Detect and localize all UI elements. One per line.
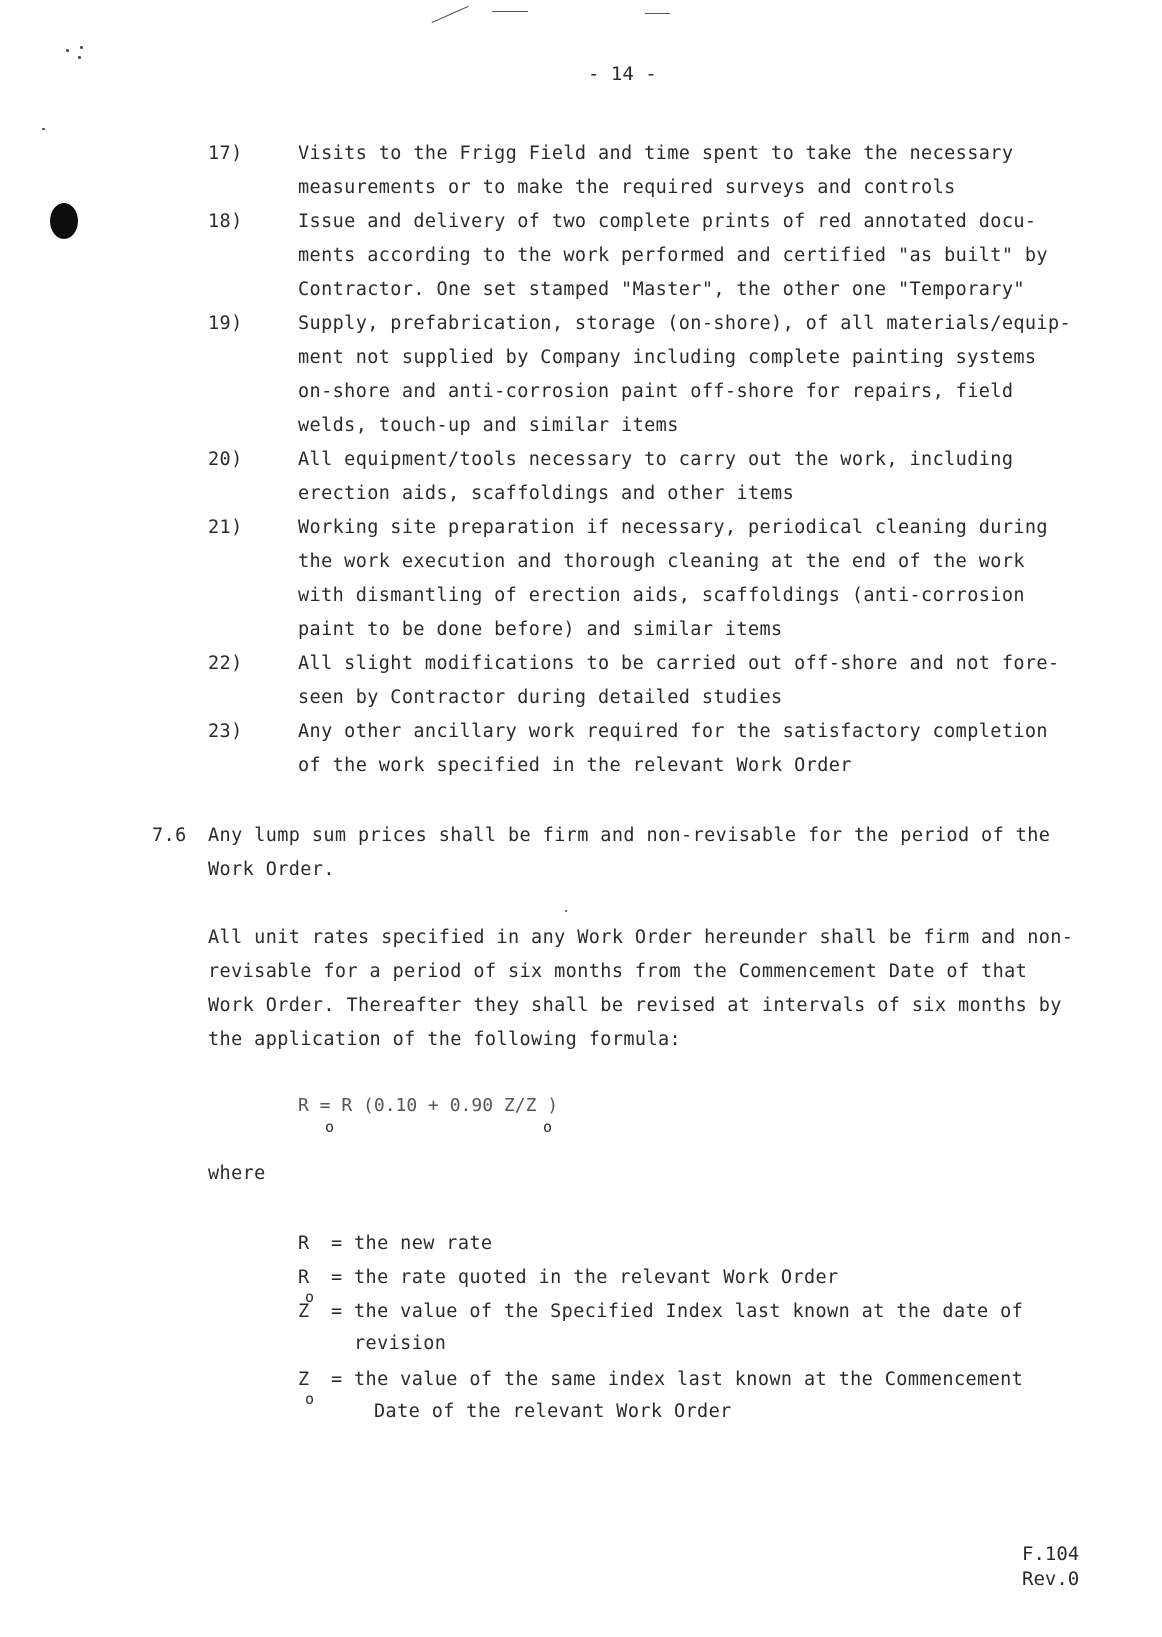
item-number: 18)	[208, 211, 243, 232]
item-number: 20)	[208, 449, 243, 470]
item-text-line: Issue and delivery of two complete prints of red annotated docu-	[298, 211, 1037, 232]
item-number: 21)	[208, 517, 243, 538]
item-text-line: All equipment/tools necessary to carry out the work, including	[298, 449, 1014, 470]
item-number: 19)	[208, 313, 243, 334]
form-number: F.104	[1022, 1543, 1080, 1565]
definition-symbol: Z	[298, 1301, 310, 1322]
definition-text: revision	[354, 1333, 447, 1354]
item-number: 22)	[208, 653, 243, 674]
scan-mark	[432, 6, 469, 23]
item-text-line: welds, touch-up and similar items	[298, 415, 679, 436]
clause-number: 7.6	[152, 825, 187, 846]
clause-text-line: revisable for a period of six months from the Commencement Date of that	[208, 961, 1028, 982]
scan-speck	[42, 128, 45, 130]
item-text-line: Any other ancillary work required for the satisfactory completion	[298, 721, 1048, 742]
item-text-line: Working site preparation if necessary, periodical cleaning during	[298, 517, 1048, 538]
formula-subscript: o	[325, 1118, 335, 1136]
scan-speck	[78, 56, 81, 59]
item-text-line: ments according to the work performed and certified "as built" by	[298, 245, 1048, 266]
scan-speck	[565, 910, 567, 912]
definition-text: the rate quoted in the relevant Work Order	[354, 1267, 839, 1288]
item-text-line: Supply, prefabrication, storage (on-shore), of all materials/equip-	[298, 313, 1072, 334]
definition-equals: =	[331, 1233, 343, 1254]
definition-symbol: R	[298, 1267, 310, 1288]
definition-equals: =	[331, 1369, 343, 1390]
definition-subscript: o	[305, 1288, 315, 1306]
definition-subscript: o	[305, 1390, 315, 1408]
definition-text: the value of the Specified Index last known at the date of	[354, 1301, 1024, 1322]
item-text-line: paint to be done before) and similar items	[298, 619, 783, 640]
definition-symbol: Z	[298, 1369, 310, 1390]
definition-equals: =	[331, 1267, 343, 1288]
item-text-line: Visits to the Frigg Field and time spent to take the necessary	[298, 143, 1014, 164]
definition-text: the new rate	[354, 1233, 493, 1254]
revision-label: Rev.0	[1022, 1568, 1080, 1590]
item-text-line: All slight modifications to be carried out off-shore and not fore-	[298, 653, 1060, 674]
ink-blot	[50, 203, 78, 239]
page-number: - 14 -	[588, 63, 657, 85]
item-number: 17)	[208, 143, 243, 164]
item-text-line: Contractor. One set stamped "Master", the other one "Temporary"	[298, 279, 1025, 300]
definition-text: the value of the same index last known at the Commencement	[354, 1369, 1024, 1390]
definition-symbol: R	[298, 1233, 310, 1254]
scan-speck	[66, 49, 69, 52]
item-text-line: the work execution and thorough cleaning at the end of the work	[298, 551, 1025, 572]
where-label: where	[208, 1163, 266, 1184]
item-text-line: erection aids, scaffoldings and other items	[298, 483, 795, 504]
item-text-line: on-shore and anti-corrosion paint off-shore for repairs, field	[298, 381, 1014, 402]
item-number: 23)	[208, 721, 243, 742]
scan-speck	[80, 46, 83, 49]
clause-text-line: the application of the following formula:	[208, 1029, 682, 1050]
clause-text-line: Work Order.	[208, 859, 335, 880]
item-text-line: ment not supplied by Company including complete painting systems	[298, 347, 1037, 368]
scan-mark	[645, 13, 670, 14]
item-text-line: seen by Contractor during detailed studies	[298, 687, 783, 708]
scan-mark	[492, 11, 528, 12]
item-text-line: measurements or to make the required surveys and controls	[298, 177, 956, 198]
clause-text-line: Work Order. Thereafter they shall be revised at intervals of six months by	[208, 995, 1062, 1016]
formula-subscript: o	[543, 1118, 553, 1136]
item-text-line: of the work specified in the relevant Work Order	[298, 755, 852, 776]
item-text-line: with dismantling of erection aids, scaffoldings (anti-corrosion	[298, 585, 1025, 606]
definition-equals: =	[331, 1301, 343, 1322]
clause-text-line: Any lump sum prices shall be firm and non-revisable for the period of the	[208, 825, 1051, 846]
definition-text: Date of the relevant Work Order	[374, 1401, 732, 1422]
clause-text-line: All unit rates specified in any Work Order hereunder shall be firm and non-	[208, 927, 1074, 948]
revision-formula: R = R (0.10 + 0.90 Z/Z )	[298, 1095, 559, 1116]
